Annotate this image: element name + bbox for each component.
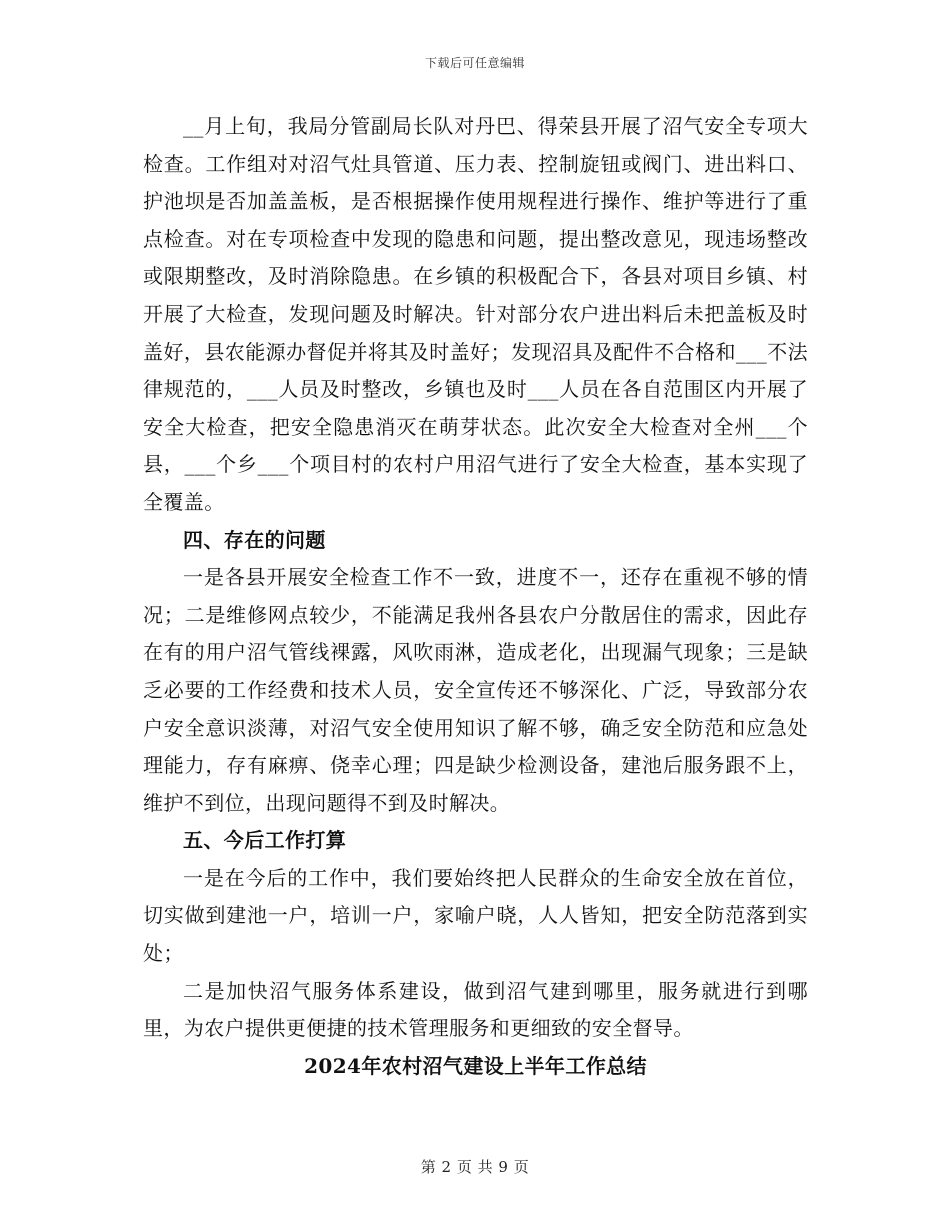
paragraph-problems: 一是各县开展安全检查工作不一致，进度不一，还存在重视不够的情况；二是维修网点较少，不能满足我州各县农户分散居住的需求，因此存在有的用户沼气管线裸露，风吹雨淋，造成老化，出现漏气现象；三是缺乏必要的工作经费和技术人员，安全宣传还不够深化、广泛，导致部分农户安全意识淡薄，对沼气安全使用知识了解不够，确乏安全防范和应急处理能力，存有麻痹、侥幸心理；四是缺少检测设备，建池后服务跟不上，维护不到位，出现问题得不到及时解决。	[143, 565, 808, 815]
page-number-footer: 第 2 页 共 9 页	[420, 1158, 530, 1176]
paragraph-inspection: __月上旬，我局分管副局长队对丹巴、得荣县开展了沼气安全专项大检查。工作组对对沼气灶具管道、压力表、控制旋钮或阀门、进出料口、护池坝是否加盖盖板，是否根据操作使用规程进行操作、维护等进行了重点检查。对在专项检查中发现的隐患和问题，提出整改意见，现违场整改或限期整改，及时消除隐患。在乡镇的积极配合下，各县对项目乡镇、村开展了大检查，发现问题及时解决。针对部分农户进出料后未把盖板及时盖好，县农能源办督促并将其及时盖好；发现沼具及配件不合格和___不法律规范的，___人员及时整改，乡镇也及时___人员在各自范围区内开展了安全大检查，把安全隐患消灭在萌芽状态。此次安全大检查对全州___个县，___个乡___个项目村的农村户用沼气进行了安全大检查，基本实现了全覆盖。	[143, 114, 808, 514]
paragraph-plan-two: 二是加快沼气服务体系建设，做到沼气建到哪里，服务就进行到哪里，为农户提供更便捷的技术管理服务和更细致的安全督导。	[143, 978, 808, 1041]
section-heading-problems: 四、存在的问题	[183, 527, 326, 552]
document-body	[143, 108, 808, 1085]
document-title: 2024年农村沼气建设上半年工作总结	[304, 1053, 647, 1078]
section-heading-plans: 五、今后工作打算	[183, 828, 347, 853]
page-header-note: 下载后可任意编辑	[424, 56, 525, 70]
paragraph-plan-one: 一是在今后的工作中，我们要始终把人民群众的生命安全放在首位，切实做到建池一户，培训一户，家喻户晓，人人皆知，把安全防范落到实处；	[143, 865, 808, 966]
